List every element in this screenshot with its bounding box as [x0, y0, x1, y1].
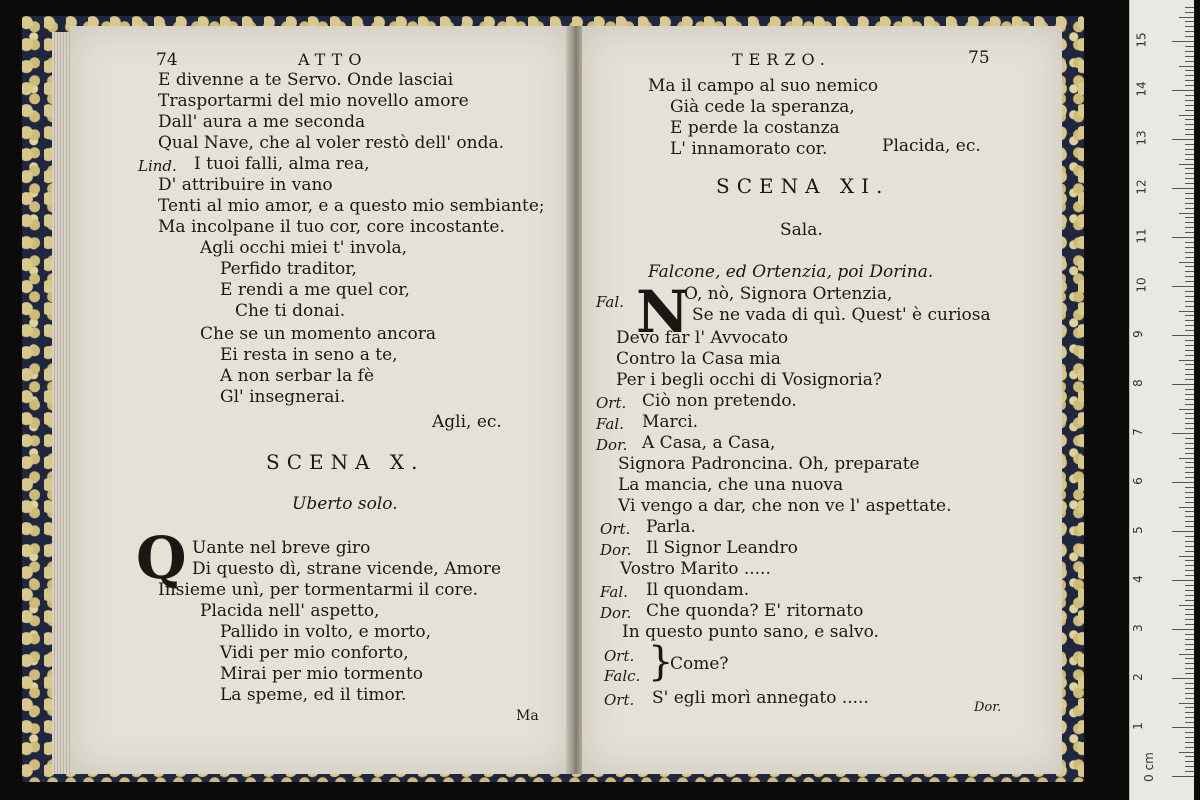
ruler-tick	[1185, 222, 1194, 223]
ruler-number: 15	[1134, 32, 1149, 48]
ruler-tick	[1185, 467, 1194, 468]
right-page-number: 75	[968, 48, 990, 68]
verse-line: L' innamorato cor.	[670, 139, 828, 159]
ruler-tick	[1185, 159, 1194, 160]
left-running-head: ATTO	[298, 50, 368, 69]
ruler-tick	[1179, 507, 1194, 508]
ruler-tick	[1185, 511, 1194, 512]
ruler-tick	[1185, 217, 1194, 218]
ruler-tick	[1185, 541, 1194, 542]
ruler-tick	[1185, 154, 1194, 155]
verse-line: Vi vengo a dar, che non ve l' aspettate.	[618, 496, 952, 516]
ruler-tick	[1185, 389, 1194, 390]
ruler-tick	[1179, 703, 1194, 704]
ruler-tick	[1172, 139, 1194, 140]
speaker-label: Lind.	[138, 157, 177, 175]
speaker-label: Fal.	[596, 293, 624, 311]
right-running-head: TERZO.	[732, 50, 831, 69]
ruler-number: 4	[1130, 575, 1145, 583]
ruler-tick	[1185, 570, 1194, 571]
ruler-tick	[1185, 350, 1194, 351]
ruler-tick	[1185, 144, 1194, 145]
ruler-tick	[1179, 164, 1194, 165]
ruler-tick	[1185, 423, 1194, 424]
ruler-tick	[1185, 12, 1194, 13]
ruler-tick	[1185, 761, 1194, 762]
scene-setting: Uberto solo.	[292, 494, 398, 514]
verse-line: La mancia, che una nuova	[618, 475, 844, 495]
verse-line: Vostro Marito .....	[620, 559, 771, 579]
ruler-tick	[1185, 639, 1194, 640]
ruler-tick	[1185, 634, 1194, 635]
verse-line: Ei resta in seno a te,	[220, 345, 398, 365]
ruler-tick	[1172, 384, 1194, 385]
ruler-tick	[1185, 516, 1194, 517]
ruler-number: 2	[1130, 673, 1145, 681]
ruler-tick	[1185, 595, 1194, 596]
ruler-tick	[1185, 320, 1194, 321]
dialogue-line: Come?	[670, 654, 729, 674]
ruler-tick	[1185, 472, 1194, 473]
ruler-tick	[1185, 683, 1194, 684]
verse-line: E divenne a te Servo. Onde lasciai	[158, 70, 454, 90]
scene-characters: Falcone, ed Ortenzia, poi Dorina.	[648, 262, 934, 282]
ruler-tick	[1172, 727, 1194, 728]
ruler-tick	[1185, 673, 1194, 674]
ruler-tick	[1185, 61, 1194, 62]
ruler-tick	[1172, 629, 1194, 630]
ruler-tick	[1185, 340, 1194, 341]
ruler-tick	[1185, 291, 1194, 292]
ruler-tick	[1172, 433, 1194, 434]
verse-line: Contro la Casa mia	[616, 349, 781, 369]
ruler-tick	[1185, 644, 1194, 645]
ruler-tick	[1185, 565, 1194, 566]
ruler-tick	[1185, 438, 1194, 439]
ruler-tick	[1185, 203, 1194, 204]
ruler-tick	[1185, 119, 1194, 120]
ruler-tick	[1185, 462, 1194, 463]
verse-line: E rendi a me quel cor,	[220, 280, 410, 300]
verse-line: Signora Padroncina. Oh, preparate	[618, 454, 920, 474]
ruler-tick	[1185, 663, 1194, 664]
ruler-tick	[1185, 443, 1194, 444]
ruler-tick	[1185, 369, 1194, 370]
ruler-tick	[1185, 168, 1194, 169]
ruler-tick	[1185, 26, 1194, 27]
ruler-tick	[1185, 609, 1194, 610]
ruler-tick	[1185, 232, 1194, 233]
dialogue-line: Marci.	[642, 412, 699, 432]
ruler-tick	[1185, 428, 1194, 429]
ruler-tick	[1185, 766, 1194, 767]
scene-title: SCENA X.	[266, 450, 425, 474]
verse-line: O, nò, Signora Ortenzia,	[684, 284, 893, 304]
ruler-number: 6	[1130, 477, 1145, 485]
ruler-tick	[1185, 492, 1194, 493]
ruler-number: 1	[1130, 722, 1145, 730]
ruler-tick	[1185, 374, 1194, 375]
ruler-tick	[1185, 129, 1194, 130]
ruler-tick	[1185, 242, 1194, 243]
ruler-tick	[1185, 747, 1194, 748]
speaker-label: Dor.	[600, 604, 632, 622]
ruler-tick	[1185, 134, 1194, 135]
ruler-tick	[1185, 619, 1194, 620]
ruler-tick	[1185, 355, 1194, 356]
dialogue-line: Parla.	[646, 517, 696, 537]
ruler-tick	[1179, 360, 1194, 361]
speaker-label: Ort.	[596, 394, 627, 412]
verse-line: Pallido in volto, e morto,	[220, 622, 431, 642]
left-page	[70, 26, 570, 774]
verse-line: Uante nel breve giro	[192, 538, 371, 558]
ruler-tick	[1185, 325, 1194, 326]
verse-line: Di questo dì, strane vicende, Amore	[192, 559, 502, 579]
ruler-tick	[1185, 707, 1194, 708]
dialogue-line: Il Signor Leandro	[646, 538, 798, 558]
ruler-tick	[1185, 487, 1194, 488]
ruler-tick	[1185, 658, 1194, 659]
ruler-tick	[1185, 624, 1194, 625]
ruler-tick	[1179, 458, 1194, 459]
ruler-tick	[1185, 668, 1194, 669]
ruler-tick	[1185, 590, 1194, 591]
ruler-tick	[1185, 722, 1194, 723]
ruler-tick	[1185, 771, 1194, 772]
ruler-tick	[1185, 399, 1194, 400]
verse-line: Che se un momento ancora	[200, 324, 436, 344]
ruler-tick	[1185, 227, 1194, 228]
ruler-tick	[1185, 56, 1194, 57]
ruler-number: 5	[1130, 526, 1145, 534]
verse-line: E perde la costanza	[670, 118, 840, 138]
ruler-tick	[1185, 649, 1194, 650]
verse-line: In questo punto sano, e salvo.	[622, 622, 879, 642]
ruler-tick	[1185, 742, 1194, 743]
ruler-tick	[1185, 732, 1194, 733]
ruler-number: 9	[1130, 330, 1145, 338]
ruler-tick	[1172, 90, 1194, 91]
verse-line: A non serbar la fè	[220, 366, 375, 386]
ruler-tick	[1185, 178, 1194, 179]
catchword: Dor.	[974, 700, 1002, 715]
ruler-tick	[1185, 698, 1194, 699]
ruler-tick	[1185, 526, 1194, 527]
ruler-tick	[1185, 75, 1194, 76]
ruler-tick	[1185, 453, 1194, 454]
ruler-tick	[1185, 21, 1194, 22]
ruler-tick	[1185, 404, 1194, 405]
drop-cap: Q	[136, 524, 187, 592]
ruler-tick	[1179, 752, 1194, 753]
verse-line: D' attribuire in vano	[158, 175, 333, 195]
ruler-tick	[1179, 213, 1194, 214]
ruler-tick	[1185, 70, 1194, 71]
ruler-tick	[1179, 409, 1194, 410]
ruler-tick	[1185, 124, 1194, 125]
ruler-tick	[1185, 585, 1194, 586]
ruler-tick	[1185, 266, 1194, 267]
ruler-tick	[1172, 580, 1194, 581]
ruler-tick	[1185, 551, 1194, 552]
ruler-tick	[1185, 306, 1194, 307]
ruler-tick	[1172, 335, 1194, 336]
ruler-tick	[1179, 262, 1194, 263]
ruler-tick	[1185, 364, 1194, 365]
ruler-tick	[1185, 560, 1194, 561]
verse-line: I tuoi falli, alma rea,	[194, 154, 370, 174]
ruler-tick	[1185, 394, 1194, 395]
ruler-tick	[1185, 600, 1194, 601]
measuring-ruler	[1129, 0, 1194, 800]
ruler-tick	[1185, 252, 1194, 253]
ruler-tick	[1185, 257, 1194, 258]
dialogue-line: Che quonda? E' ritornato	[646, 601, 864, 621]
ruler-tick	[1185, 281, 1194, 282]
ruler-tick	[1185, 183, 1194, 184]
ruler-number: 13	[1134, 130, 1149, 146]
verse-line: Per i begli occhi di Vosignoria?	[616, 370, 882, 390]
ruler-unit-label: 0 cm	[1141, 752, 1156, 782]
ruler-tick	[1185, 85, 1194, 86]
ruler-tick	[1185, 36, 1194, 37]
speaker-label: Ort.	[604, 691, 635, 709]
speaker-label: Ort.	[604, 647, 635, 665]
ruler-tick	[1172, 286, 1194, 287]
ruler-tick	[1185, 198, 1194, 199]
ruler-tick	[1185, 46, 1194, 47]
ruler-tick	[1185, 330, 1194, 331]
verse-line: Trasportarmi del mio novello amore	[158, 91, 469, 111]
ruler-tick	[1179, 654, 1194, 655]
verse-line: Ma incolpane il tuo cor, core incostante.	[158, 217, 505, 237]
ruler-tick	[1185, 208, 1194, 209]
ruler-tick	[1185, 712, 1194, 713]
ruler-tick	[1185, 379, 1194, 380]
ruler-tick	[1185, 693, 1194, 694]
ruler-tick	[1185, 688, 1194, 689]
drop-cap: N	[636, 278, 690, 346]
verse-line: Insieme unì, per tormentarmi il core.	[158, 580, 479, 600]
ruler-tick	[1179, 605, 1194, 606]
ruler-tick	[1172, 482, 1194, 483]
ruler-tick	[1185, 105, 1194, 106]
verse-line: Se ne vada di quì. Quest' è curiosa	[692, 305, 991, 325]
verse-line: Vidi per mio conforto,	[220, 643, 409, 663]
verse-line: La speme, ed il timor.	[220, 685, 407, 705]
ruler-tick	[1185, 418, 1194, 419]
ruler-tick	[1185, 717, 1194, 718]
ruler-tick	[1185, 301, 1194, 302]
ruler-tick	[1172, 188, 1194, 189]
ruler-tick	[1179, 311, 1194, 312]
ruler-tick	[1185, 315, 1194, 316]
ruler-tick	[1172, 531, 1194, 532]
scene-title: SCENA XI.	[716, 174, 890, 198]
verse-line: Tenti al mio amor, e a questo mio sembiante;	[158, 196, 545, 216]
ruler-tick	[1185, 173, 1194, 174]
aria-cue: Placida, ec.	[882, 136, 981, 156]
ruler-tick	[1185, 51, 1194, 52]
verse-line: Qual Nave, che al voler restò dell' onda.	[158, 133, 505, 153]
ruler-tick	[1172, 237, 1194, 238]
verse-line: Gl' insegnerai.	[220, 387, 346, 407]
ruler-tick	[1185, 413, 1194, 414]
ruler-tick	[1185, 276, 1194, 277]
left-page-number: 74	[156, 50, 178, 70]
ruler-tick	[1185, 80, 1194, 81]
speaker-label: Ort.	[600, 520, 631, 538]
ruler-tick	[1185, 575, 1194, 576]
ruler-number: 11	[1134, 228, 1149, 244]
speaker-label: Fal.	[600, 583, 628, 601]
ruler-tick	[1172, 41, 1194, 42]
ruler-tick	[1179, 66, 1194, 67]
ruler-number: 8	[1130, 379, 1145, 387]
ruler-tick	[1185, 345, 1194, 346]
ruler-tick	[1185, 296, 1194, 297]
ruler-tick	[1185, 521, 1194, 522]
brace-mark: }	[648, 639, 674, 685]
ruler-tick	[1179, 115, 1194, 116]
verse-line: Agli occhi miei t' invola,	[200, 238, 408, 258]
right-page	[582, 26, 1062, 774]
ruler-number: 3	[1130, 624, 1145, 632]
speaker-label: Falc.	[604, 667, 641, 685]
ruler-number: 7	[1130, 428, 1145, 436]
dialogue-line: S' egli morì annegato .....	[652, 688, 869, 708]
dialogue-line: Il quondam.	[646, 580, 750, 600]
ruler-number: 10	[1134, 277, 1149, 293]
dialogue-line: Ciò non pretendo.	[642, 391, 797, 411]
ruler-tick	[1185, 100, 1194, 101]
verse-line: Mirai per mio tormento	[220, 664, 424, 684]
ruler-tick	[1185, 193, 1194, 194]
ruler-tick	[1185, 271, 1194, 272]
ruler-tick	[1185, 497, 1194, 498]
ruler-tick	[1185, 95, 1194, 96]
ruler-tick	[1172, 678, 1194, 679]
verse-line: Devo far l' Avvocato	[616, 328, 789, 348]
verse-line: Che ti donai.	[235, 301, 346, 321]
dialogue-line: A Casa, a Casa,	[642, 433, 776, 453]
ruler-tick	[1185, 546, 1194, 547]
verse-line: Perfido traditor,	[220, 259, 357, 279]
speaker-label: Dor.	[596, 436, 628, 454]
verse-line: Placida nell' aspetto,	[200, 601, 380, 621]
verse-line: Dall' aura a me seconda	[158, 112, 366, 132]
ruler-tick	[1185, 247, 1194, 248]
speaker-label: Fal.	[596, 415, 624, 433]
catchword: Ma	[516, 708, 539, 724]
ruler-tick	[1185, 614, 1194, 615]
ruler-number: 12	[1134, 179, 1149, 195]
ruler-tick	[1179, 17, 1194, 18]
ruler-tick	[1185, 110, 1194, 111]
ruler-tick	[1185, 756, 1194, 757]
scene-setting: Sala.	[780, 220, 823, 240]
ruler-tick	[1172, 776, 1194, 777]
ruler-tick	[1185, 149, 1194, 150]
ruler-tick	[1185, 448, 1194, 449]
ruler-tick	[1185, 737, 1194, 738]
ruler-number: 14	[1134, 81, 1149, 97]
ruler-tick	[1185, 502, 1194, 503]
verse-line: Già cede la speranza,	[670, 97, 855, 117]
aria-cue: Agli, ec.	[432, 412, 502, 432]
ruler-tick	[1179, 556, 1194, 557]
ruler-tick	[1185, 536, 1194, 537]
ruler-tick	[1185, 31, 1194, 32]
ruler-tick	[1185, 7, 1194, 8]
speaker-label: Dor.	[600, 541, 632, 559]
ruler-tick	[1185, 477, 1194, 478]
verse-line: Ma il campo al suo nemico	[648, 76, 879, 96]
